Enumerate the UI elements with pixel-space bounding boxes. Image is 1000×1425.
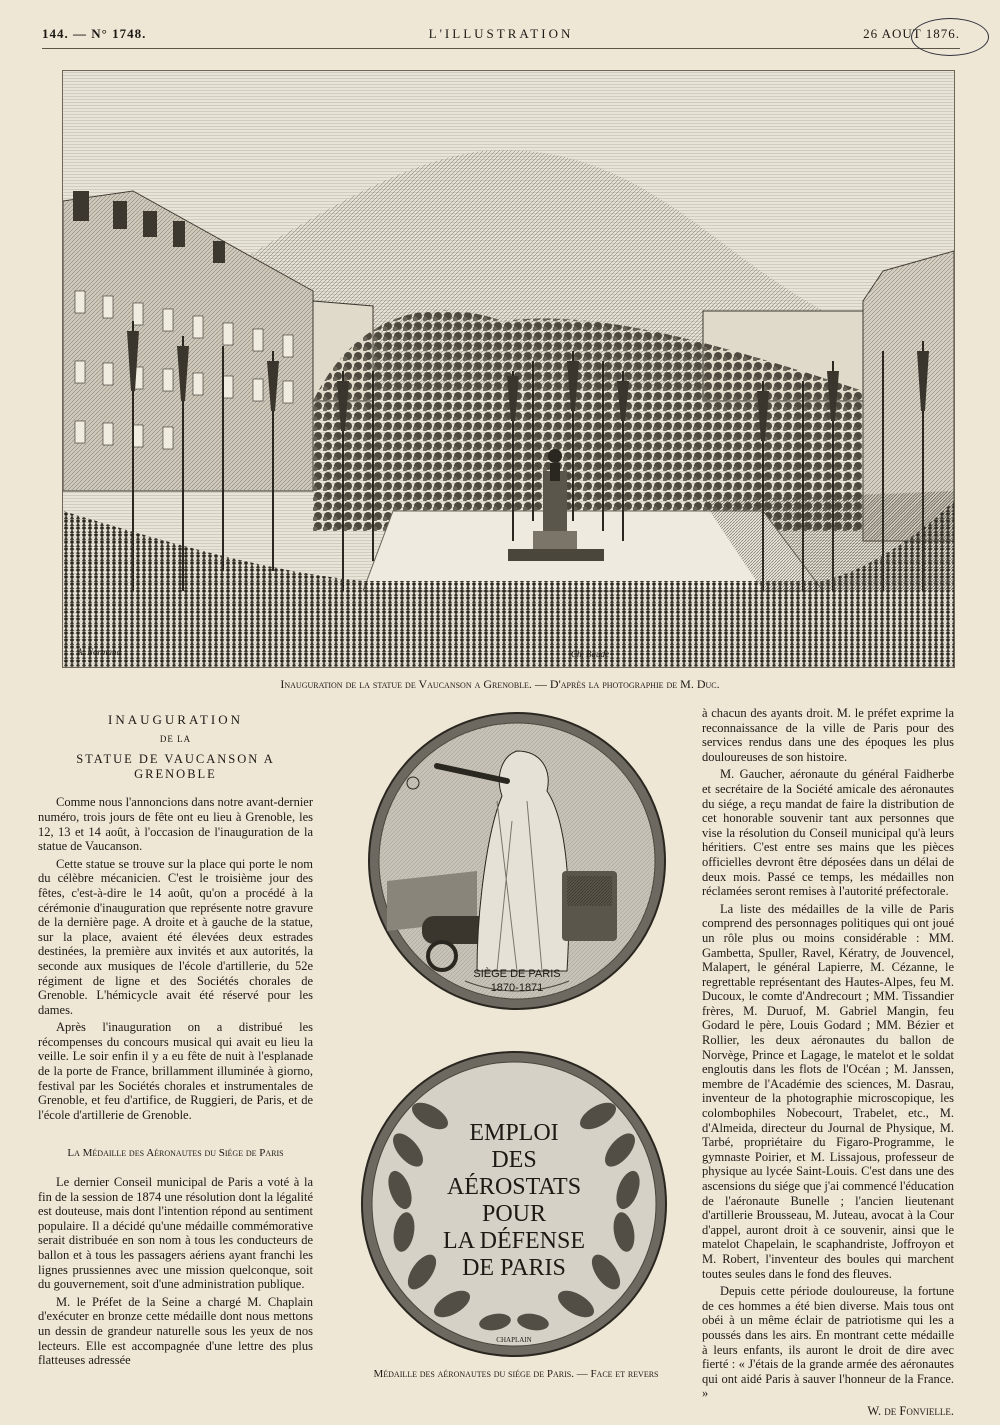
medal-reverse-line6: DE PARIS xyxy=(462,1255,566,1281)
article-paragraph: à chacun des ayants droit. M. le préfet exprime la reconnaissance de la ville de Paris pour des services rendus dans une des époques les plus douloureuses de son histoire. xyxy=(702,706,954,764)
statue-pedestal xyxy=(543,471,567,541)
section-heading: La Médaille des Aéronautes du Siége de Paris xyxy=(67,1147,284,1160)
engraving-illustration xyxy=(62,70,955,668)
page-number: 144. xyxy=(42,26,69,41)
medals-caption: Médaille des aéronautes du siége de Paris. — Face et revers xyxy=(373,1368,659,1380)
article-paragraph: La liste des médailles de la ville de Paris comprend des personnages politiques qui ont joué un rôle plus ou moins considérable : MM. Gambetta, Spuller, Ravel, Kératry, de Jouvencel, Malapert, le général Lapierre, M. Cézanne, le regrettable représentant des Hautes-Alpes, feu M. Ducoux, le comte d'Andrecourt ; MM. Tissandier frères, M. Duruof, M. Gabriel Mangin, feu Godard le père, Louis Godard ; MM. Bézier et Rollier, les deux aéronautes du ballon de Norvège, Prince et Lagage, le matelot et le soldat engloutis dans les flots de l'Océan ; M. Janssen, membre de l'Académie des sciences, M. Dasrau, inventeur de la photographie microscopique, les colombophiles Nobecourt, Trabelet, etc., M. d'Almeida, directeur du Journal de Physique, M. Tarbé, propriétaire du Figaro-Programme, le gymnaste Poirier, et M. Lissajous, professeur de physique au lycée Saint-Louis. C'est dans une des ascensions du siége que j'ai commencé l'éducation de l'aéronaute Bunelle ; l'ancien lieutenant d'artillerie Brousseau, M. Juteau, avocat à la Cour d'appel, auront droit à ce souvenir, ainsi que le matelot Chapelain, le scaphandriste, Joffroyon et M. Robert, l'inventeur des boules qui marchent toutes seules dans le fond des fleuves. xyxy=(702,901,954,1281)
article-paragraph: M. Gaucher, aéronaute du général Faidherbe et secrétaire de la Société amicale des aéronautes du siége, a reçu mandat de faire la distribution de cet honorable souvenir tant aux personnes que vise la résolution du Conseil municipal qu'à leurs héritiers. C'est entre ses mains que les pièces officielles devront être déposées dans un délai de deux mois. Passé ce temps, les médailles non réclamées seront remises à l'autorité préfectorale. xyxy=(702,767,954,899)
article-paragraph: Après l'inauguration on a distribué les récompenses du concours musical qui avait eu lieu la veille. Le soir enfin il y a eu fête de nuit à l'esplanade de la porte de France, brillamment illuminée à giorno, festival par les Sociétés chorales et instrumentales de Grenoble, et feu d'artifice, de Ruggieri, de Paris, et de l'école d'artillerie de Grenoble. xyxy=(38,1020,313,1122)
article-paragraph: M. le Préfet de la Seine a chargé M. Chaplain d'exécuter en bronze cette médaille dont nous mettons un dessin de grandeur naturelle sous les yeux de nos lecteurs. Elle est accompagnée d'une lettre des plus flatteuses adressée xyxy=(38,1294,313,1368)
issue-number: — N° 1748. xyxy=(73,26,147,41)
date-circle-mark xyxy=(911,18,989,56)
journal-title: L'ILLUSTRATION xyxy=(428,26,574,41)
issue-date: 26 AOUT 1876. xyxy=(863,26,960,41)
medal-reverse-line3: AÉROSTATS xyxy=(446,1174,582,1200)
article-paragraph: Comme nous l'annoncions dans notre avant-dernier numéro, trois jours de fête ont eu lieu à Grenoble, les 12, 13 et 14 août, à l'occasion de l'inauguration de la statue de Vaucanson. xyxy=(38,795,313,854)
medal-years: 1870-1871 xyxy=(490,982,544,994)
medal-obverse xyxy=(367,711,667,1011)
article-subtitle-main: STATUE DE VAUCANSON A GRENOBLE xyxy=(76,752,275,781)
medal-reverse-line5: LA DÉFENSE xyxy=(442,1228,586,1254)
article-paragraph: Cette statue se trouve sur la place qui porte le nom du célèbre mécanicien. C'est le troisième jour des fêtes, c'est-à-dire le 14 août, qu'on a procédé à la cérémonie d'inauguration que représente notre gravure de la dernière page. A droite et à gauche de la statue, sur la place, avaient été élevées deux estrades destinées, la première aux invités et aux autorités, la seconde aux musiques de l'école d'artillerie, du 52e régiment de ligne et des Sociétés chorales de Grenoble. L'hémicycle avait été réservé pour les dames. xyxy=(38,856,313,1017)
medal-reverse xyxy=(360,1050,668,1358)
page-header xyxy=(42,22,960,49)
medal-reverse-line4: POUR xyxy=(481,1201,547,1227)
grenoble-square-scene xyxy=(63,71,954,667)
right-column xyxy=(702,706,954,1419)
engraver-signature-left: A. Normand xyxy=(77,647,122,657)
article-title: INAUGURATION xyxy=(108,712,243,727)
medal-engraver: CHAPLAIN xyxy=(496,1336,532,1344)
left-column xyxy=(38,710,313,1371)
author-signature: W. de Fonvielle. xyxy=(867,1403,954,1418)
medal-reverse-line1: EMPLOI xyxy=(469,1120,559,1146)
medal-reverse-line2: DES xyxy=(491,1147,537,1173)
engraver-signature-right: Ch. Baude xyxy=(571,649,609,659)
article-paragraph: Le dernier Conseil municipal de Paris a voté à la fin de la session de 1874 une résolution dont la légalité est douteuse, mais dont l'intention répond au sentiment populaire. Il a décidé qu'une médaille commémorative serait distribuée en son nom à tous les conducteurs de ballon et à tous les passagers aériens ayant franchi les lignes prussiennes avec une mission quelconque, soit du gouvernement, soit d'une administration publique. xyxy=(38,1175,313,1292)
medal-inscription: SIÈGE DE PARIS xyxy=(473,968,561,980)
article-paragraph: Depuis cette période douloureuse, la fortune de ces hommes a été bien diverse. Mais tous ont obéi à un même éclair de patriotisme qui les a poussés dans les airs. En montrant cette médaille à leurs enfants, ils auront le droit de dire avec fierté : « J'étais de la grande armée des aéronautes qui ont aidé Paris à sauver l'honneur de la France. » xyxy=(702,1284,954,1401)
engraving-caption: Inauguration de la statue de Vaucanson a Grenoble. — D'après la photographie de M. Duc. xyxy=(280,677,720,691)
article-subtitle: DE LA xyxy=(159,733,192,744)
